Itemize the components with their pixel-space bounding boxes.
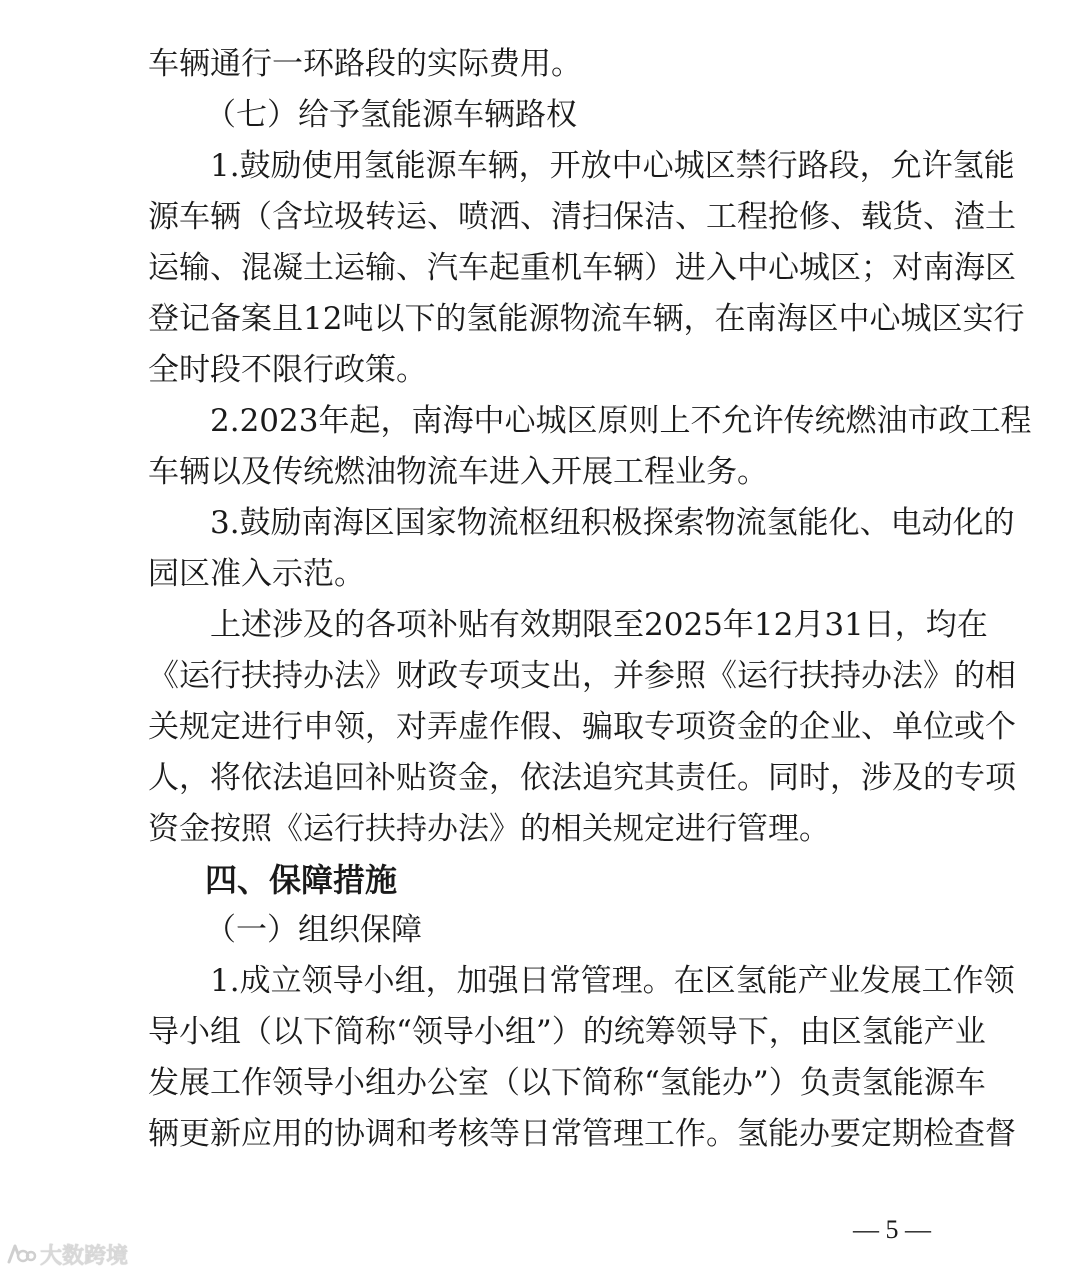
text-line: 2.2023年起，南海中心城区原则上不允许传统燃油市政工程 bbox=[210, 403, 1032, 439]
watermark-logo-icon bbox=[6, 1242, 36, 1266]
text-line: 1.鼓励使用氢能源车辆，开放中心城区禁行路段，允许氢能 bbox=[210, 148, 1015, 184]
text-line: 全时段不限行政策。 bbox=[148, 352, 427, 388]
text-line: 运输、混凝土运输、汽车起重机车辆）进入中心城区；对南海区 bbox=[148, 250, 1016, 286]
text-line: 车辆以及传统燃油物流车进入开展工程业务。 bbox=[148, 454, 768, 490]
section-heading: 四、保障措施 bbox=[205, 861, 398, 899]
text-line: 上述涉及的各项补贴有效期限至2025年12月31日，均在 bbox=[210, 607, 988, 643]
text-line: 源车辆（含垃圾转运、喷洒、清扫保洁、工程抢修、载货、渣土 bbox=[148, 199, 1016, 235]
text-line: 导小组（以下简称“领导小组”）的统筹领导下，由区氢能产业 bbox=[148, 1014, 986, 1050]
text-line: 登记备案且12吨以下的氢能源物流车辆，在南海区中心城区实行 bbox=[148, 301, 1025, 337]
text-line: 《运行扶持办法》财政专项支出，并参照《运行扶持办法》的相 bbox=[148, 658, 1016, 694]
text-line: 人，将依法追回补贴资金，依法追究其责任。同时，涉及的专项 bbox=[148, 760, 1016, 796]
text-line: 发展工作领导小组办公室（以下简称“氢能办”）负责氢能源车 bbox=[148, 1065, 986, 1101]
page-number: — 5 — bbox=[853, 1215, 931, 1244]
watermark bbox=[6, 1238, 128, 1270]
text-line: 1.成立领导小组，加强日常管理。在区氢能产业发展工作领 bbox=[210, 963, 1015, 999]
text-line: 车辆通行一环路段的实际费用。 bbox=[148, 46, 582, 82]
text-line: 3.鼓励南海区国家物流枢纽积极探索物流氢能化、电动化的 bbox=[210, 505, 1015, 541]
subsection-heading: （七）给予氢能源车辆路权 bbox=[205, 97, 577, 133]
subsection-heading: （一）组织保障 bbox=[205, 912, 422, 948]
text-line: 关规定进行申领，对弄虚作假、骗取专项资金的企业、单位或个 bbox=[148, 709, 1016, 745]
text-line: 园区准入示范。 bbox=[148, 556, 365, 592]
text-line: 资金按照《运行扶持办法》的相关规定进行管理。 bbox=[148, 811, 830, 847]
text-line: 辆更新应用的协调和考核等日常管理工作。氢能办要定期检查督 bbox=[148, 1116, 1016, 1152]
watermark-text: 大数跨境 bbox=[40, 1243, 129, 1269]
